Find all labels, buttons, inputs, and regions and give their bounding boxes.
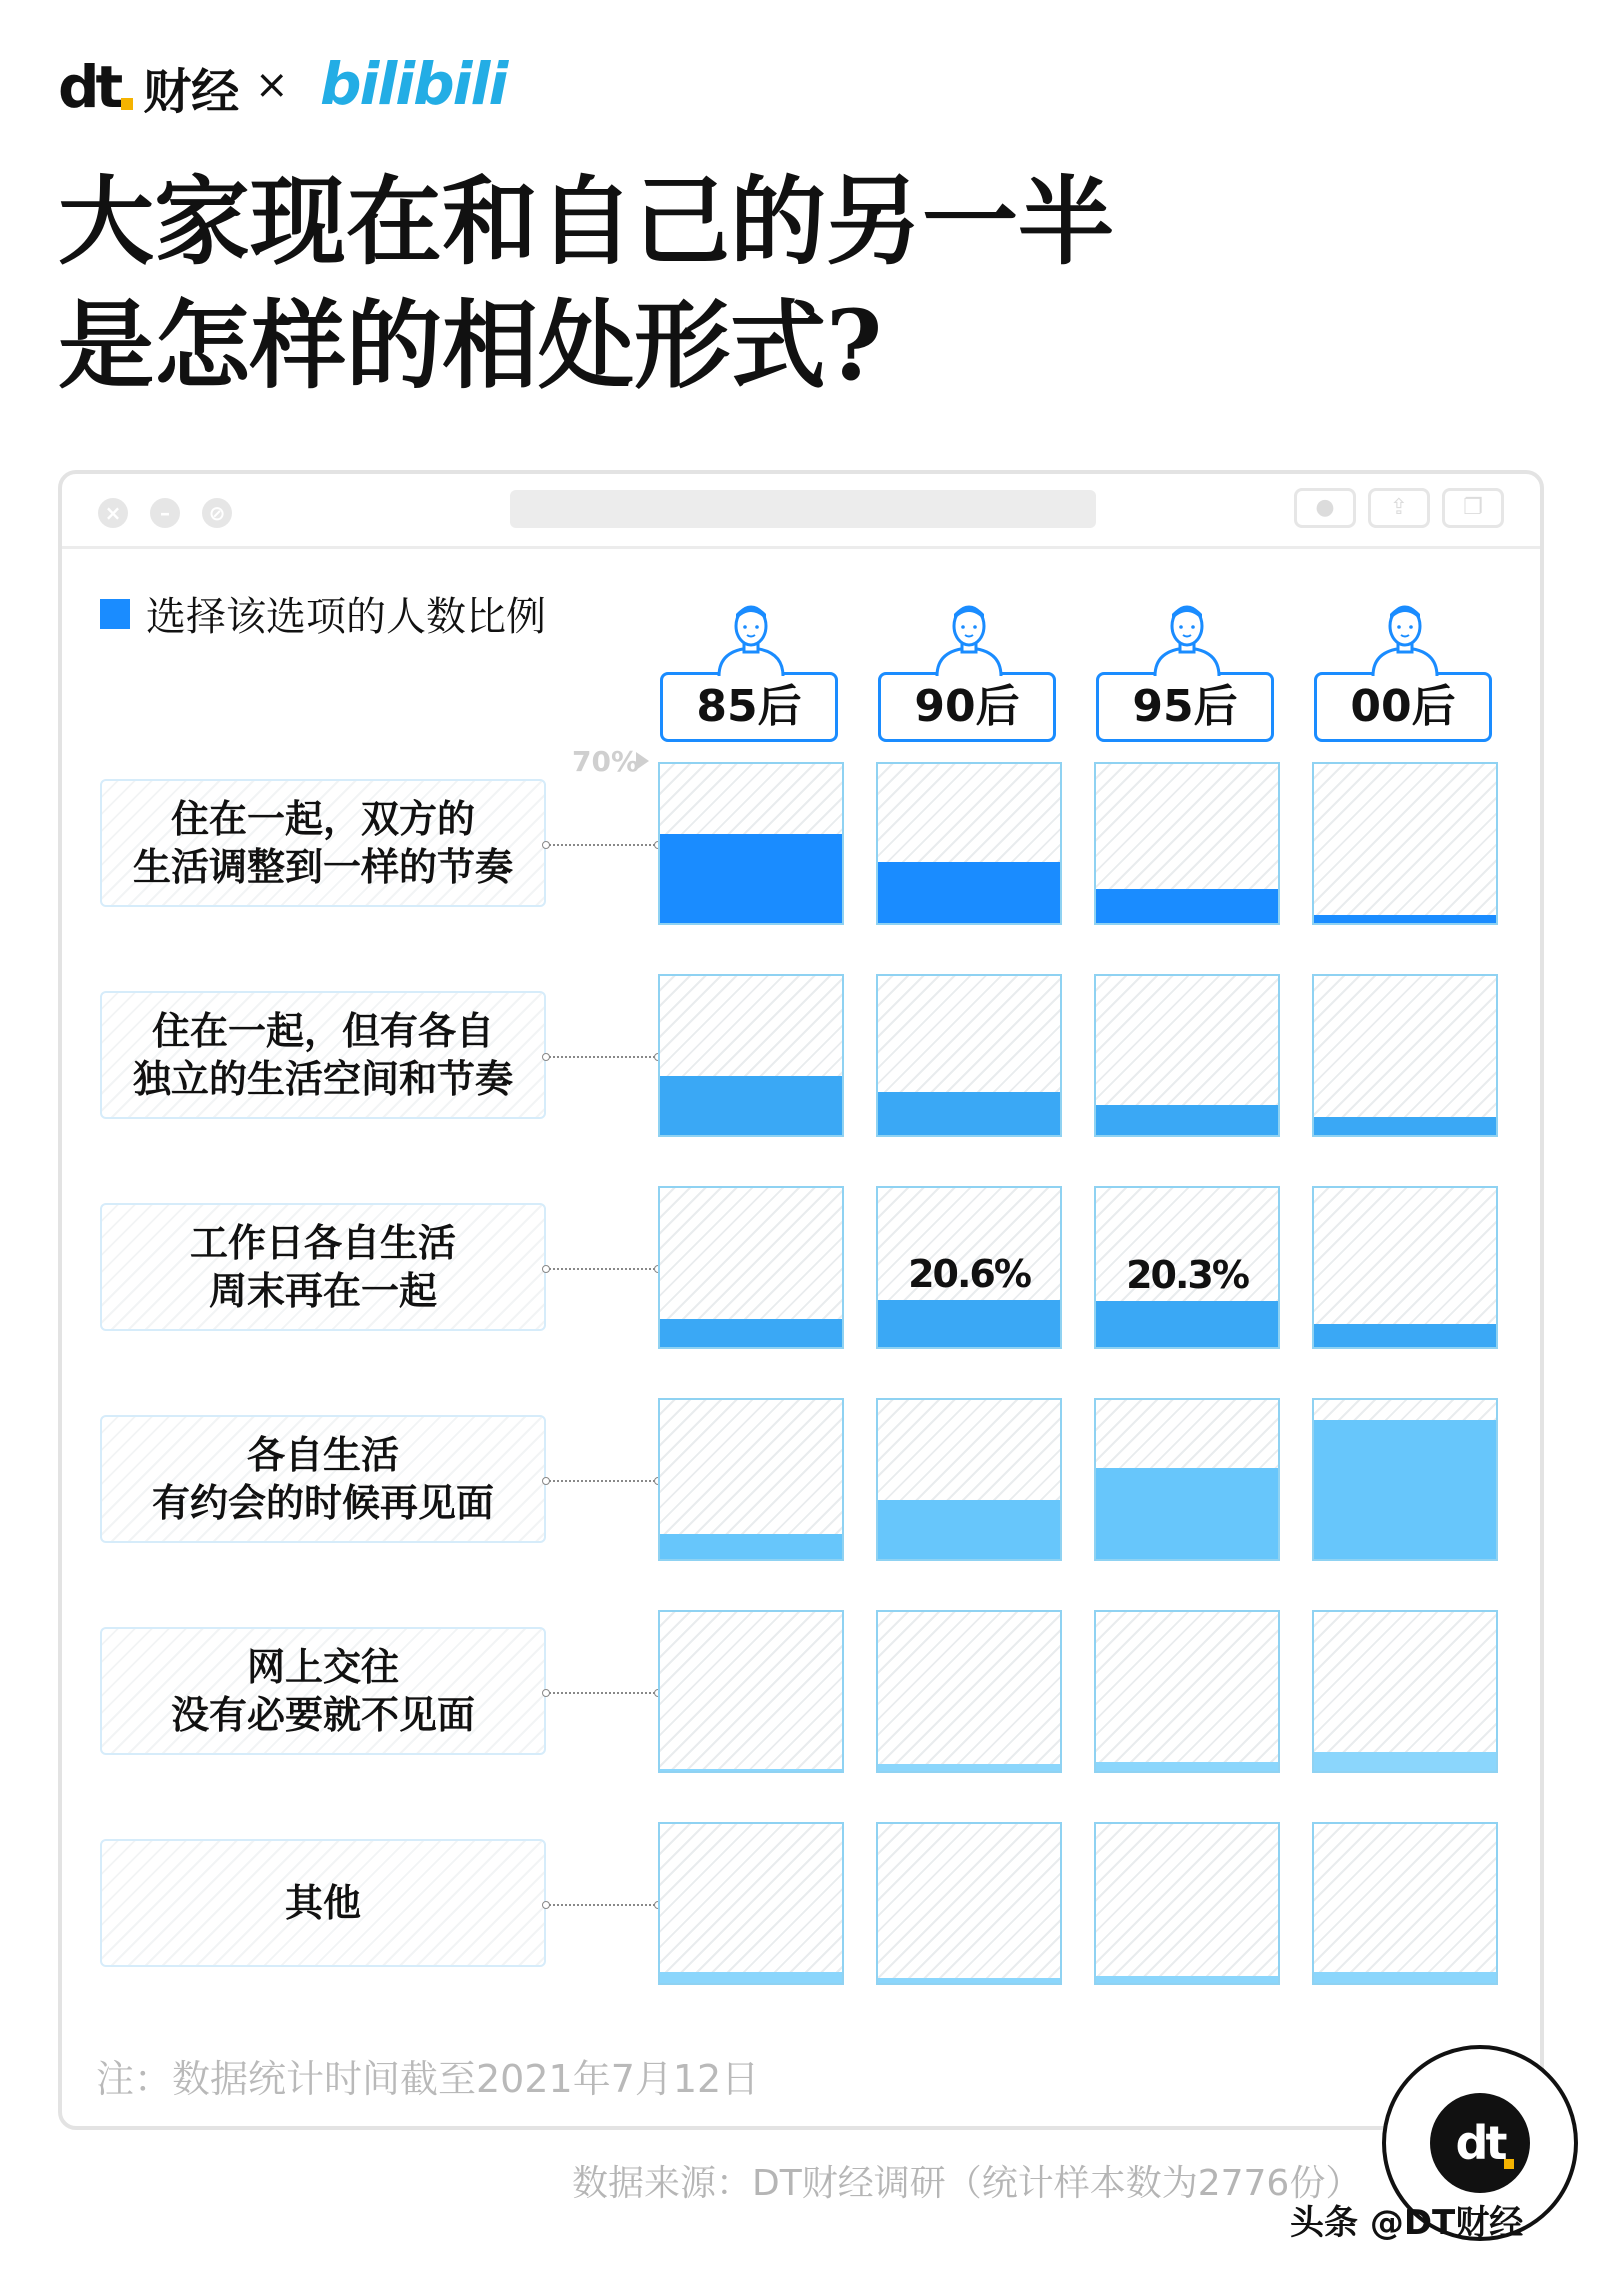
connector-dot bbox=[542, 841, 550, 849]
bar-cell bbox=[1312, 974, 1498, 1137]
dt-badge-mark: dt bbox=[1430, 2093, 1530, 2193]
bar-fill bbox=[878, 1500, 1060, 1559]
data-source: 数据来源：DT财经调研（统计样本数为2776份） bbox=[572, 2163, 1362, 2204]
connector-line bbox=[546, 844, 658, 846]
reference-arrow-icon bbox=[636, 752, 649, 770]
bar-cell bbox=[876, 1186, 1062, 1349]
bar-fill bbox=[1096, 1468, 1278, 1559]
data-label: 20.6% bbox=[908, 1252, 1030, 1296]
data-label: 20.3% bbox=[1126, 1253, 1248, 1297]
generation-label: 85后 bbox=[660, 672, 838, 742]
bar-fill bbox=[1096, 1301, 1278, 1347]
window-divider bbox=[62, 546, 1540, 549]
bar-fill bbox=[878, 1092, 1060, 1135]
category-label: 网上交往 没有必要就不见面 bbox=[170, 1645, 475, 1737]
connector-dot bbox=[542, 1265, 550, 1273]
bar-cell bbox=[658, 762, 844, 925]
footnote: 注：数据统计时间截至2021年7月12日 bbox=[96, 2057, 760, 2101]
bar-fill bbox=[660, 834, 842, 923]
bar-fill bbox=[878, 1764, 1060, 1771]
category-label: 其他 bbox=[284, 1881, 361, 1925]
generation-header-3 bbox=[1096, 600, 1278, 742]
category-label: 工作日各自生活 周末再在一起 bbox=[189, 1221, 456, 1313]
bar-cell bbox=[1312, 1186, 1498, 1349]
dt-logo-dot bbox=[121, 98, 133, 110]
connector-dot bbox=[542, 1053, 550, 1061]
bar-cell bbox=[1094, 1822, 1280, 1985]
connector-dot bbox=[542, 1477, 550, 1485]
connector-dot bbox=[542, 1689, 550, 1697]
bar-fill bbox=[1314, 915, 1496, 923]
connector-dot bbox=[542, 1901, 550, 1909]
bar-cell bbox=[1094, 1610, 1280, 1773]
legend bbox=[100, 585, 546, 642]
bar-fill bbox=[878, 1300, 1060, 1347]
category-label-box bbox=[100, 1627, 546, 1755]
bar-fill bbox=[1096, 1105, 1278, 1135]
record-icon: ● bbox=[1294, 488, 1356, 528]
bar-cell bbox=[658, 1398, 844, 1561]
connector-line bbox=[546, 1480, 658, 1482]
title-line-2: 是怎样的相处形式? bbox=[58, 289, 883, 402]
connector-line bbox=[546, 1268, 658, 1270]
bar-fill bbox=[1314, 1420, 1496, 1559]
bar-fill bbox=[660, 1319, 842, 1347]
bar-cell bbox=[876, 974, 1062, 1137]
address-bar bbox=[510, 490, 1096, 528]
category-label: 各自生活 有约会的时候再见面 bbox=[151, 1433, 494, 1525]
category-label-box bbox=[100, 991, 546, 1119]
watermark-credit: 头条 @DT财经 bbox=[1290, 2203, 1524, 2243]
bar-cell bbox=[658, 1186, 844, 1349]
generation-header-1 bbox=[660, 600, 842, 742]
bar-cell bbox=[1094, 762, 1280, 925]
bar-cell bbox=[876, 762, 1062, 925]
bar-cell bbox=[658, 974, 844, 1137]
connector-line bbox=[546, 1056, 658, 1058]
legend-label: 选择该选项的人数比例 bbox=[146, 594, 546, 640]
bar-fill bbox=[1096, 889, 1278, 923]
bilibili-logo: bilibili bbox=[320, 50, 507, 118]
bar-fill bbox=[1314, 1972, 1496, 1983]
collab-times-sign: × bbox=[255, 62, 289, 108]
bar-fill bbox=[878, 1978, 1060, 1983]
dt-finance-logo bbox=[58, 52, 239, 122]
generation-label: 95后 bbox=[1096, 672, 1274, 742]
bar-fill bbox=[1314, 1324, 1496, 1347]
bar-fill bbox=[1314, 1117, 1496, 1135]
dt-badge-dot bbox=[1504, 2159, 1514, 2169]
bar-cell bbox=[1312, 1398, 1498, 1561]
category-label-box bbox=[100, 1415, 546, 1543]
bar-fill bbox=[1096, 1762, 1278, 1771]
person-avatar-icon bbox=[929, 600, 1009, 676]
share-icon: ⇪ bbox=[1368, 488, 1430, 528]
bar-cell bbox=[1094, 1186, 1280, 1349]
dt-logo-mark: dt bbox=[58, 53, 120, 121]
bar-fill bbox=[878, 862, 1060, 923]
bar-cell bbox=[876, 1398, 1062, 1561]
bar-fill bbox=[1096, 1976, 1278, 1983]
bar-cell bbox=[658, 1822, 844, 1985]
close-window-icon: × bbox=[98, 498, 128, 528]
legend-swatch bbox=[100, 599, 130, 629]
reference-70-label: 70% bbox=[572, 745, 640, 778]
bar-cell bbox=[876, 1610, 1062, 1773]
generation-label: 90后 bbox=[878, 672, 1056, 742]
category-label: 住在一起，双方的 生活调整到一样的节奏 bbox=[132, 797, 513, 889]
connector-line bbox=[546, 1904, 658, 1906]
bar-cell bbox=[658, 1610, 844, 1773]
person-avatar-icon bbox=[1365, 600, 1445, 676]
bar-cell bbox=[1312, 1610, 1498, 1773]
page-title bbox=[58, 160, 1114, 408]
dt-logo-text: 财经 bbox=[143, 63, 240, 120]
copy-icon: ❐ bbox=[1442, 488, 1504, 528]
block-icon: ⊘ bbox=[202, 498, 232, 528]
person-avatar-icon bbox=[711, 600, 791, 676]
generation-header-2 bbox=[878, 600, 1060, 742]
person-avatar-icon bbox=[1147, 600, 1227, 676]
bar-cell bbox=[876, 1822, 1062, 1985]
category-label-box bbox=[100, 779, 546, 907]
bar-cell bbox=[1312, 1822, 1498, 1985]
category-label-box bbox=[100, 1203, 546, 1331]
minimize-window-icon: – bbox=[150, 498, 180, 528]
bar-fill bbox=[660, 1076, 842, 1135]
bar-cell bbox=[1312, 762, 1498, 925]
bar-cell bbox=[1094, 1398, 1280, 1561]
generation-header-4 bbox=[1314, 600, 1496, 742]
connector-line bbox=[546, 1692, 658, 1694]
generation-label: 00后 bbox=[1314, 672, 1492, 742]
bar-fill bbox=[660, 1769, 842, 1771]
title-line-1: 大家现在和自己的另一半 bbox=[58, 165, 1114, 278]
header bbox=[0, 0, 1601, 440]
category-label: 住在一起，但有各自 独立的生活空间和节奏 bbox=[132, 1009, 513, 1101]
bar-cell bbox=[1094, 974, 1280, 1137]
bar-fill bbox=[660, 1534, 842, 1559]
category-label-box bbox=[100, 1839, 546, 1967]
bar-fill bbox=[1314, 1752, 1496, 1771]
bar-fill bbox=[660, 1972, 842, 1983]
